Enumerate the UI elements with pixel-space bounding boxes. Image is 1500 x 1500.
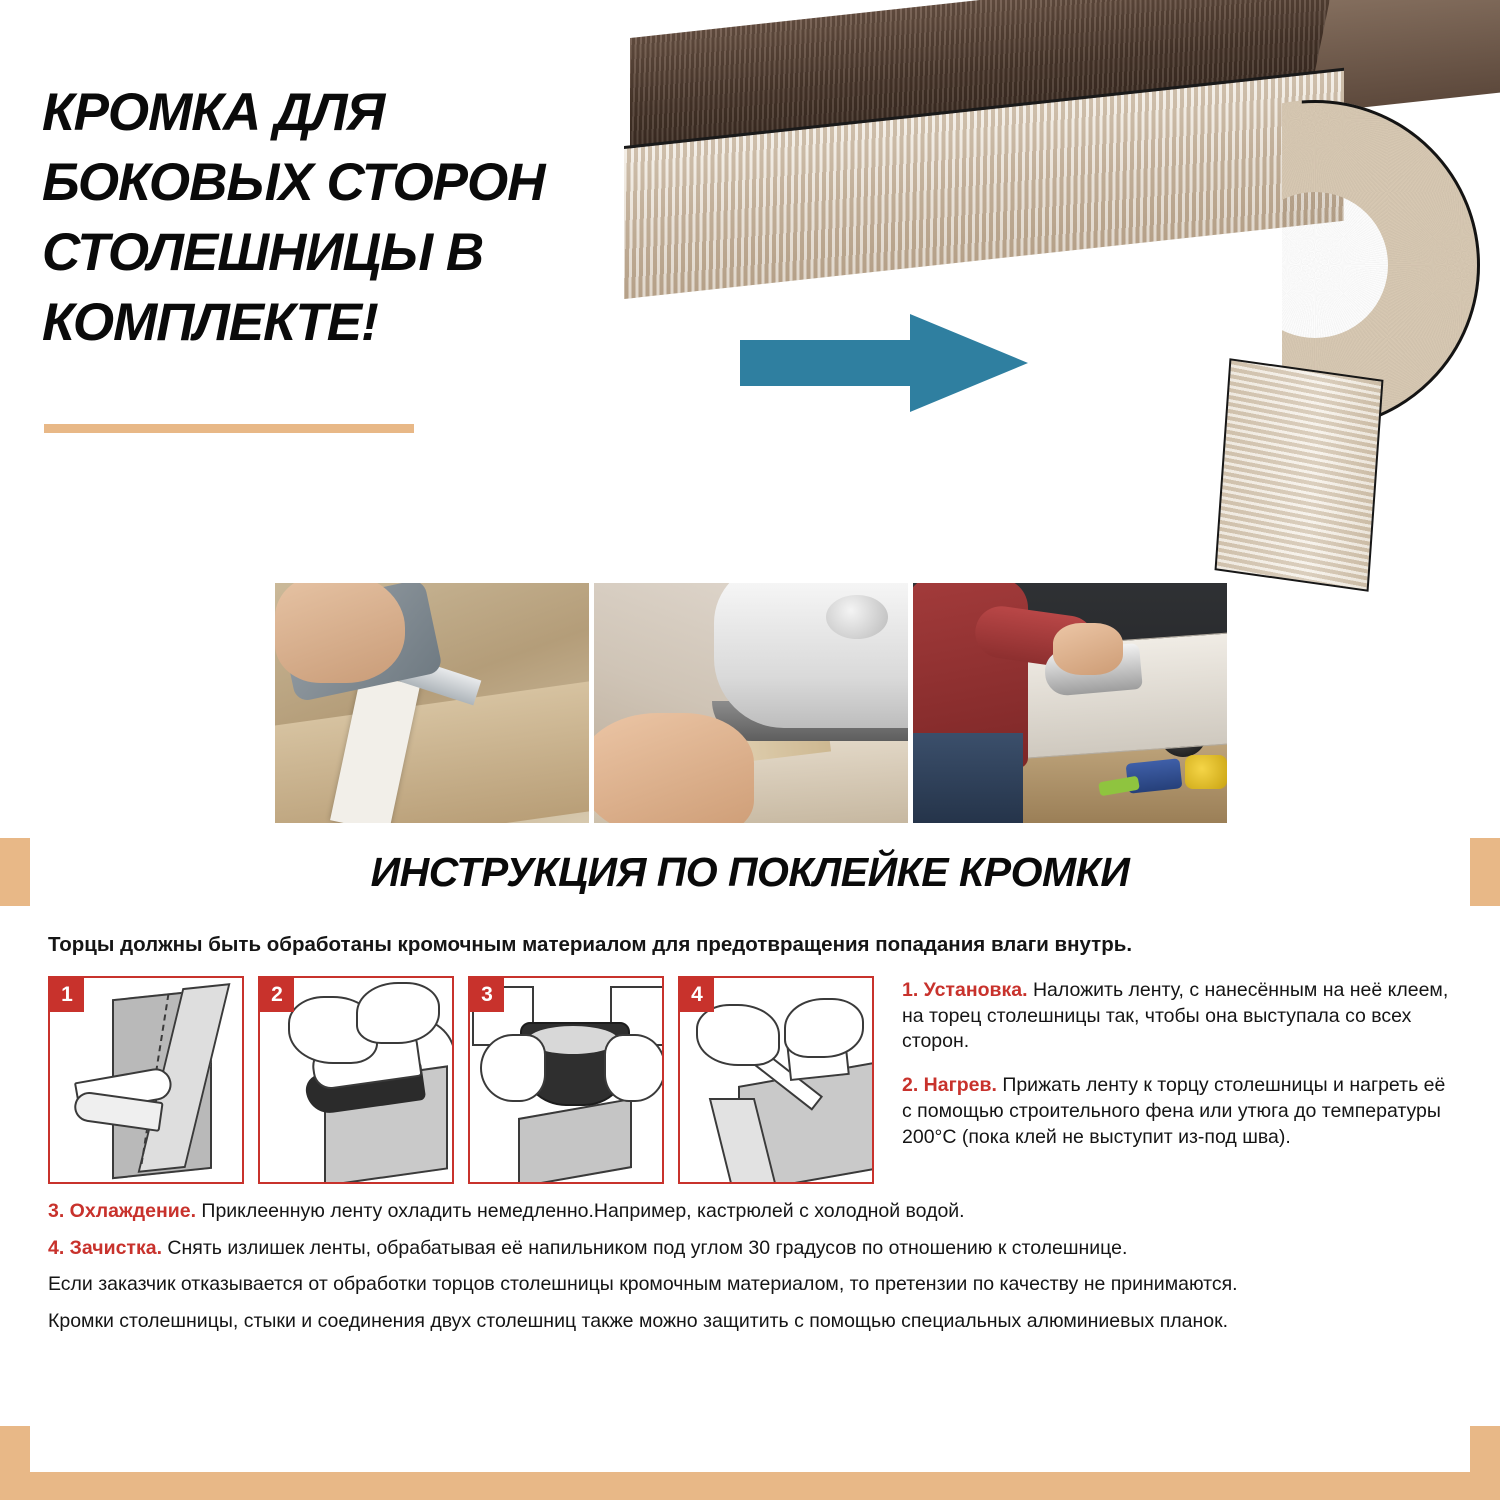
diagram-apply-tape xyxy=(48,976,244,1184)
page-title: КРОМКА ДЛЯ БОКОВЫХ СТОРОН СТОЛЕШНИЦЫ В КОМПЛЕКТЕ! xyxy=(42,83,545,352)
hero-edge-band-photo xyxy=(630,38,1470,558)
step-4 xyxy=(48,1235,1460,1262)
hero-section xyxy=(0,0,1500,560)
instructions-section xyxy=(30,906,1470,1426)
instructions-top-row xyxy=(48,976,1460,1184)
diagram-number: 2 xyxy=(260,978,294,1012)
instructions-intro: Торцы должны быть обработаны кромочным материалом для предотвращения попадания влаги внутрь. xyxy=(48,933,1133,956)
diagram-number: 3 xyxy=(470,978,504,1012)
step-3-title: 3. Охлаждение. xyxy=(48,1199,197,1222)
steps-below xyxy=(48,1198,1460,1336)
steps-column xyxy=(888,976,1460,1170)
step-4-title: 4. Зачистка. xyxy=(48,1236,162,1259)
photo-strip xyxy=(275,583,1227,823)
diagram-cool-pan xyxy=(468,976,664,1184)
step-1 xyxy=(902,978,1460,1056)
step-1-text: Наложить ленту, с нанесённым на неё клеем, на торец столешницы так, чтобы она выступала со всех сторон. xyxy=(902,978,1449,1053)
diagram-grid xyxy=(48,976,874,1184)
note-1: Если заказчик отказывается от обработки торцов столешницы кромочным материалом, то претензии по качеству не принимаются. xyxy=(48,1273,1238,1296)
step-2-title: 2. Нагрев. xyxy=(902,1074,997,1097)
instruction-banner xyxy=(0,838,1500,906)
step-4-text: Снять излишек ленты, обрабатывая её напильником под углом 30 градусов по отношению к столешнице. xyxy=(161,1236,1128,1259)
photo-iron-pressing-tape xyxy=(594,583,908,823)
step-2 xyxy=(902,1073,1460,1151)
diagram-heat-iron xyxy=(258,976,454,1184)
photo-scraper-trimming-edge xyxy=(275,583,589,823)
photo-worker-ironing-panel xyxy=(913,583,1227,823)
diagram-number: 4 xyxy=(680,978,714,1012)
note-2: Кромки столешницы, стыки и соединения двух столешниц также можно защитить с помощью специальных алюминиевых планок. xyxy=(48,1310,1229,1333)
step-3-text: Приклеенную ленту охладить немедленно.Например, кастрюлей с холодной водой. xyxy=(196,1199,965,1222)
title-underline xyxy=(44,424,414,433)
diagram-file-trim xyxy=(678,976,874,1184)
step-2-text: Прижать ленту к торцу столешницы и нагреть её с помощью строительного фена или утюга до температуры 200°C (пока клей не выступит из-под шва). xyxy=(902,1074,1446,1149)
bottom-bar-inner xyxy=(30,1426,1470,1472)
step-3 xyxy=(48,1198,1460,1225)
diagram-number: 1 xyxy=(50,978,84,1012)
bottom-orange-bar xyxy=(0,1426,1500,1500)
step-1-title: 1. Установка. xyxy=(902,978,1028,1001)
arrow-right-icon xyxy=(740,308,1030,418)
edge-band-tail xyxy=(1215,358,1384,592)
instruction-banner-text: ИНСТРУКЦИЯ ПО ПОКЛЕЙКЕ КРОМКИ xyxy=(370,848,1130,895)
